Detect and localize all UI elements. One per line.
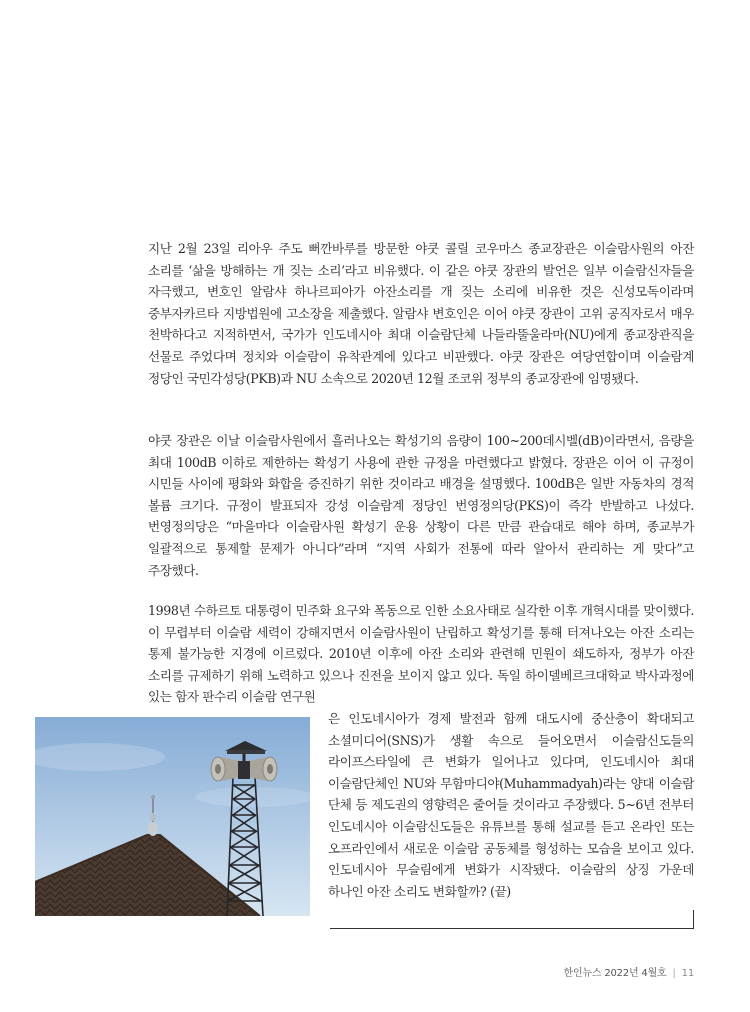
page-number: 11 (681, 968, 694, 979)
article-paragraph-1: 지난 2월 23일 리아우 주도 뻐깐바루를 방문한 야쿳 콜릴 코우마스 종교장관은 이슬람사원의 아잔 소리를 ‘삶을 방해하는 개 짖는 소리’라고 비유했다. 이 같은 야쿳 장관의 발언은 일부 이슬람신자들을 자극했고, 변호인 알람샤 하나르피아가 아잔소리를 개 짖는 소리에 비유한 것은 신성모독이라며 중부자카르타 지방법원에 고소장을 제출했다. 알람샤 변호인은 이어 야쿳 장관이 고위 공직자로서 매우 천박하다고 지적하면서, 국가가 인도네시아 최대 이슬람단체 나들라뚤울라마(NU)에게 종교장관직을 선물로 주었다며 정치와 이슬람이 유착관계에 있다고 비판했다. 야쿳 장관은 여당연합이며 이슬람계 정당인 국민각성당(PKB)과 NU 소속으로 2020년 12월 조코위 정부의 종교장관에 임명됐다. (148, 241, 694, 386)
publication-name: 한인뉴스 2022년 4월호 (563, 968, 667, 979)
footer-separator: | (672, 968, 676, 979)
page-footer (564, 964, 695, 979)
closing-rule-end (693, 910, 694, 929)
article-paragraph-4: 은 인도네시아가 경제 발전과 함께 대도시에 중산층이 확대되고 소셜미디어(SNS)가 생활 속으로 들어오면서 이슬람신도들의 라이프스타일에 큰 변화가 일어나고 있다며, 인도네시아 최대 이슬람단체인 NU와 무함마디야(Muhammadyah)라는 양대 이슬람 단체 등 제도권의 영향력은 줄어들 것이라고 주장했다. 5~6년 전부터 인도네시아 이슬람신도들은 유튜브를 통해 설교를 듣고 온라인 또는 오프라인에서 새로운 이슬람 공동체를 형성하는 모습을 보이고 있다. 인도네시아 무슬림에게 변화가 시작됐다. 이슬람의 상징 가운데 하나인 아잔 소리도 변화할까? (끝) (328, 711, 694, 899)
article-paragraph-2: 야쿳 장관은 이날 이슬람사원에서 흘러나오는 확성기의 음량이 100~200데시벨(dB)이라면서, 음량을 최대 100dB 이하로 제한하는 확성기 사용에 관한 규정을 마련했다고 밝혔다. 장관은 이어 이 규정이 시민들 사이에 평화와 화합을 증진하기 위한 것이라고 배경을 설명했다. 100dB은 일반 자동차의 경적 볼륨 크기다. 규정이 발표되자 강성 이슬람계 정당인 번영정의당(PKS)이 즉각 반발하고 나섰다. 번영정의당은 “마을마다 이슬람사원 확성기 운용 상황이 다른 만큼 관습대로 해야 하며, 종교부가 일괄적으로 통제할 문제가 아니다”라며 “지역 사회가 전통에 따라 알아서 관리하는 게 맞다”고 주장했다. (148, 433, 694, 578)
closing-rule (330, 928, 694, 929)
mosque-loudspeaker-photo (35, 717, 310, 916)
article-paragraph-3: 1998년 수하르토 대통령이 민주화 요구와 폭동으로 인한 소요사태로 실각한 이후 개혁시대를 맞이했다. 이 무렵부터 이슬람 세력이 강해지면서 이슬람사원이 난립하고 확성기를 통해 터져나오는 아잔 소리는 통제 불가능한 지경에 이르렀다. 2010년 이후에 아잔 소리와 관련해 민원이 쇄도하자, 정부가 아잔 소리를 규제하기 위해 노력하고 있으나 진전을 보이지 않고 있다. 독일 하이델베르크대학교 박사과정에 있는 함자 판수리 이슬람 연구원 (148, 603, 694, 705)
